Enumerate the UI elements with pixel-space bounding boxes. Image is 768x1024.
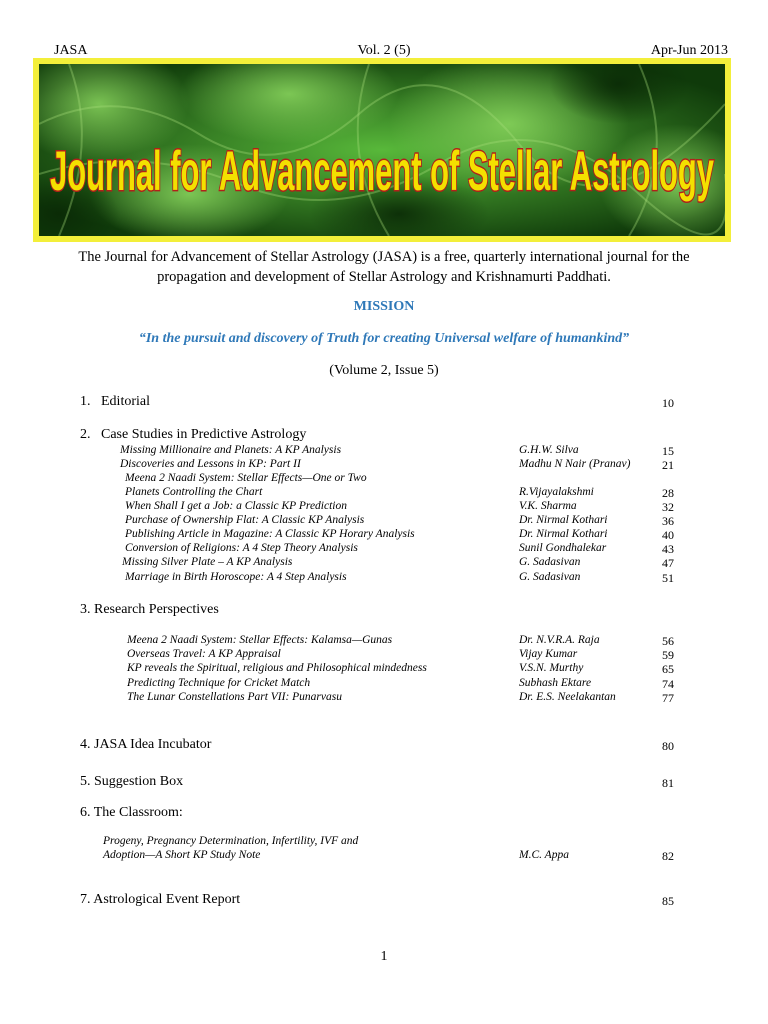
issue-date: Apr-Jun 2013 — [650, 43, 728, 58]
toc-classroom-article-line1: Progeny, Pregnancy Determination, Infertility, IVF and — [103, 835, 359, 847]
toc-article-page: 59 — [662, 648, 674, 662]
journal-banner — [33, 58, 731, 242]
toc-section-number: 1. — [80, 394, 91, 409]
toc-article-page: 65 — [662, 662, 674, 676]
toc-idea-incubator-page: 80 — [662, 739, 674, 753]
toc-editorial-title: Editorial — [101, 394, 150, 409]
toc-event-report-title: 7. Astrological Event Report — [80, 892, 241, 907]
toc-article-author: G.H.W. Silva — [519, 444, 579, 456]
issue-label: (Volume 2, Issue 5) — [329, 363, 439, 378]
toc-article-page: 56 — [662, 634, 674, 648]
toc-article-author: V.K. Sharma — [519, 500, 577, 512]
banner-title: Journal for Advancement of Stellar Astrology — [50, 139, 714, 202]
toc-article-author: Sunil Gondhalekar — [519, 542, 607, 554]
intro-paragraph — [30, 247, 738, 287]
toc-article-page: 28 — [662, 486, 674, 500]
toc-article-title: Discoveries and Lessons in KP: Part II — [120, 458, 301, 470]
toc-article-title: Planets Controlling the Chart — [125, 486, 263, 498]
mission-heading: MISSION — [353, 299, 415, 314]
toc-article-author: Dr. N.V.R.A. Raja — [519, 634, 600, 646]
toc-article-author: Dr. E.S. Neelakantan — [519, 691, 616, 703]
toc-article-page: 21 — [662, 458, 674, 472]
toc-classroom-article-line2: Adoption—A Short KP Study Note — [103, 849, 261, 861]
toc-article-title: Publishing Article in Magazine: A Classic KP Horary Analysis — [125, 528, 415, 540]
toc-event-report-page: 85 — [662, 894, 674, 908]
journal-abbrev: JASA — [54, 43, 88, 58]
toc-article-title: Predicting Technique for Cricket Match — [127, 677, 311, 689]
toc-article-author: Dr. Nirmal Kothari — [519, 514, 608, 526]
toc-article-title: Missing Millionaire and Planets: A KP Analysis — [120, 444, 342, 456]
intro-line-2: propagation and development of Stellar Astrology and Krishnamurti Paddhati. — [157, 269, 611, 285]
toc-idea-incubator-title: 4. JASA Idea Incubator — [80, 737, 212, 752]
mission-quote: “In the pursuit and discovery of Truth for creating Universal welfare of humankind” — [138, 331, 630, 346]
toc-classroom-author: M.C. Appa — [519, 849, 569, 861]
page-number: 1 — [380, 949, 388, 964]
toc-article-title: Conversion of Religions: A 4 Step Theory Analysis — [125, 542, 358, 554]
toc-suggestion-box-title: 5. Suggestion Box — [80, 774, 184, 789]
toc-article-author: G. Sadasivan — [519, 571, 581, 583]
toc-article-title: Overseas Travel: A KP Appraisal — [127, 648, 281, 660]
toc-article-page: 36 — [662, 514, 674, 528]
toc-article-page: 43 — [662, 542, 674, 556]
toc-research-title: 3. Research Perspectives — [80, 602, 219, 617]
toc-article-page: 74 — [662, 677, 674, 691]
toc-article-author: V.S.N. Murthy — [519, 662, 584, 674]
toc-case-studies-title: Case Studies in Predictive Astrology — [101, 427, 307, 442]
toc-suggestion-box-page: 81 — [662, 776, 674, 790]
toc-article-author: G. Sadasivan — [519, 556, 581, 568]
toc-article-author: Madhu N Nair (Pranav) — [519, 458, 631, 470]
toc-article-page: 40 — [662, 528, 674, 542]
banner-image — [39, 64, 725, 236]
toc-article-author: Vijay Kumar — [519, 648, 578, 660]
toc-article-title: KP reveals the Spiritual, religious and Philosophical mindedness — [127, 662, 427, 674]
toc-article-title: Meena 2 Naadi System: Stellar Effects—One or Two — [125, 472, 367, 484]
toc-article-title: Missing Silver Plate – A KP Analysis — [122, 556, 293, 568]
toc-section-number: 2. — [80, 427, 91, 442]
intro-line-1: The Journal for Advancement of Stellar Astrology (JASA) is a free, quarterly international journal for the — [78, 249, 690, 265]
toc-article-page: 47 — [662, 556, 674, 570]
toc-editorial-page: 10 — [662, 396, 674, 410]
toc-article-title: Marriage in Birth Horoscope: A 4 Step Analysis — [125, 571, 347, 583]
toc-article-title: Meena 2 Naadi System: Stellar Effects: Kalamsa—Gunas — [127, 634, 393, 646]
toc-article-page: 77 — [662, 691, 674, 705]
toc-article-title: Purchase of Ownership Flat: A Classic KP Analysis — [125, 514, 365, 526]
toc-article-author: Subhash Ektare — [519, 677, 592, 689]
toc-article-page: 15 — [662, 444, 674, 458]
toc-article-title: The Lunar Constellations Part VII: Punarvasu — [127, 691, 342, 703]
toc-classroom-page: 82 — [662, 849, 674, 863]
toc-article-title: When Shall I get a Job: a Classic KP Prediction — [125, 500, 347, 512]
toc-article-page: 51 — [662, 571, 674, 585]
volume-label: Vol. 2 (5) — [357, 43, 411, 58]
toc-article-page: 32 — [662, 500, 674, 514]
toc-classroom-title: 6. The Classroom: — [80, 805, 183, 820]
toc-article-author: Dr. Nirmal Kothari — [519, 528, 608, 540]
toc-article-author: R.Vijayalakshmi — [519, 486, 594, 498]
